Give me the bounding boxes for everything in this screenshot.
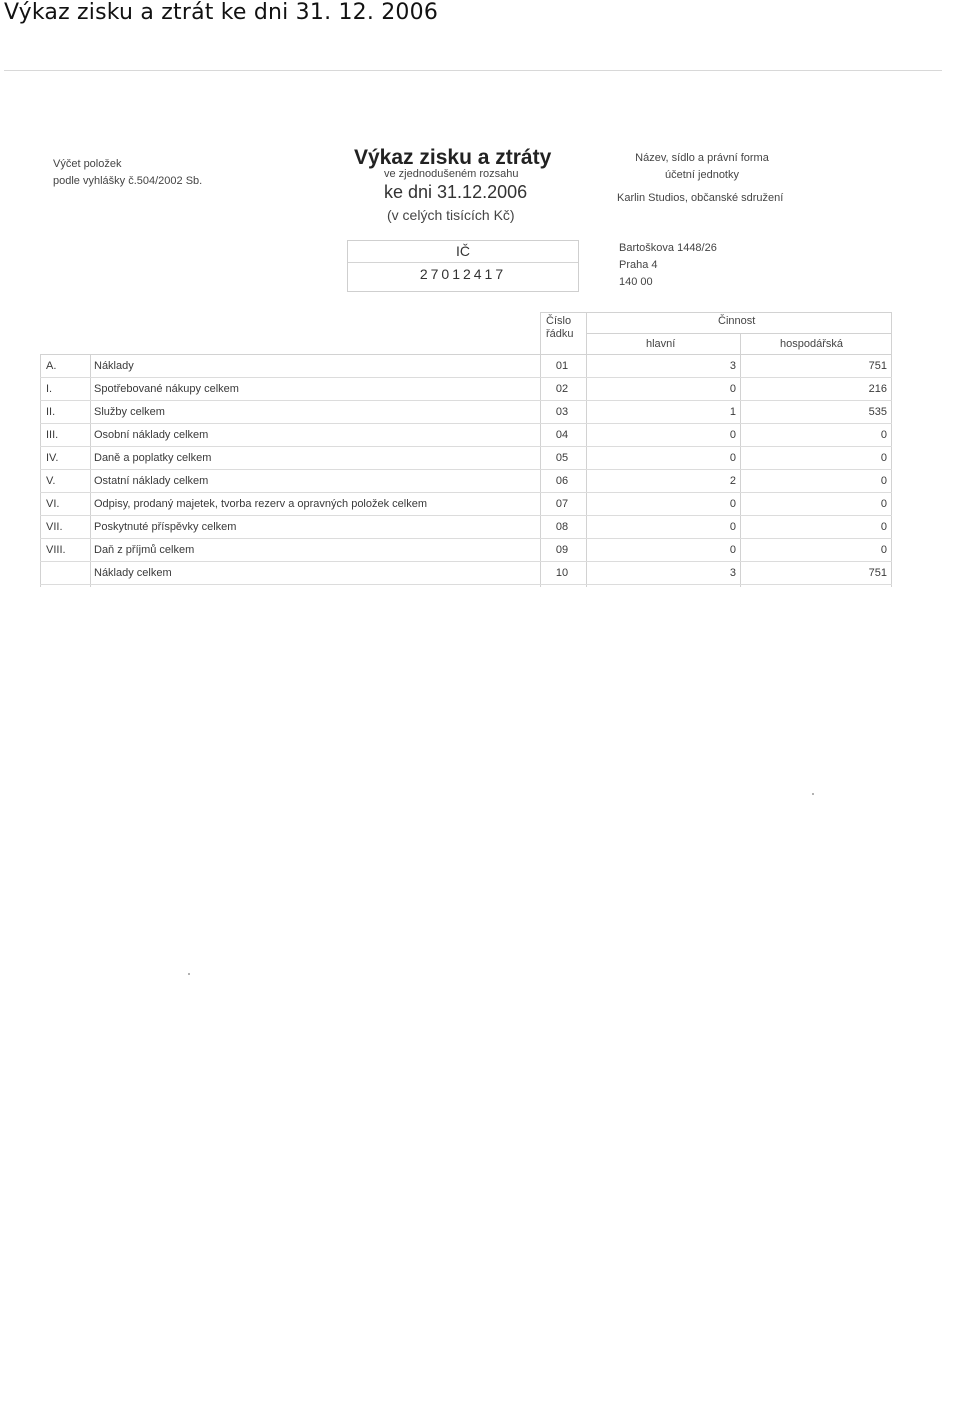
ic-value: 27012417 (419, 266, 507, 282)
scan-speck (188, 973, 190, 975)
row-name: Odpisy, prodaný majetek, tvorba rezerv a opravných položek celkem (94, 498, 428, 510)
row-name: Poskytnuté příspěvky celkem (94, 521, 237, 533)
header-row-number-line2: řádku (546, 328, 574, 340)
row-number: 09 (555, 544, 569, 556)
row-number: 01 (555, 360, 569, 372)
row-economic-value: 0 (880, 498, 887, 510)
row-section: IV. (46, 452, 59, 464)
entity-label-line2: účetní jednotky (665, 169, 739, 181)
header-main: hlavní (646, 338, 676, 350)
ic-box (347, 240, 579, 292)
form-title: Výkaz zisku a ztráty (354, 146, 552, 169)
row-economic-value: 751 (868, 360, 887, 372)
address-street: Bartoškova 1448/26 (619, 242, 717, 254)
row-section: A. (46, 360, 57, 372)
row-main-value: 3 (729, 567, 736, 579)
table-row (40, 355, 892, 378)
row-main-value: 0 (729, 452, 736, 464)
table-row (40, 470, 892, 493)
header-row-number-line1: Číslo (546, 315, 572, 327)
form-scope: ve zjednodušeném rozsahu (384, 168, 519, 180)
row-main-value: 0 (729, 498, 736, 510)
row-main-value: 0 (729, 544, 736, 556)
row-section: II. (46, 406, 56, 418)
address-zip: 140 00 (619, 276, 653, 288)
scan-speck (812, 793, 814, 795)
row-main-value: 0 (729, 383, 736, 395)
row-main-value: 0 (729, 521, 736, 533)
row-number: 07 (555, 498, 569, 510)
row-economic-value: 0 (880, 452, 887, 464)
header-activity: Činnost (718, 315, 756, 327)
table-row (40, 516, 892, 539)
entity-address (619, 240, 717, 291)
header-economic: hospodářská (780, 338, 843, 350)
row-number: 03 (555, 406, 569, 418)
table-row (40, 401, 892, 424)
row-name: Ostatní náklady celkem (94, 475, 209, 487)
table-row (40, 378, 892, 401)
ic-label: IČ (456, 243, 470, 259)
row-name: Daň z příjmů celkem (94, 544, 195, 556)
legal-basis-line2: podle vyhlášky č.504/2002 Sb. (53, 175, 203, 187)
row-section: VII. (46, 521, 63, 533)
row-number: 04 (555, 429, 569, 441)
page-heading: Výkaz zisku a ztrát ke dni 31. 12. 2006 (4, 0, 439, 25)
row-economic-value: 535 (868, 406, 887, 418)
table-row (40, 493, 892, 516)
row-section: VIII. (46, 544, 66, 556)
form-date: ke dni 31.12.2006 (384, 182, 528, 202)
row-main-value: 0 (729, 429, 736, 441)
entity-name: Karlin Studios, občanské sdružení (617, 192, 784, 204)
row-main-value: 1 (729, 406, 736, 418)
legal-basis-line1: Výčet položek (53, 158, 122, 170)
row-number: 08 (555, 521, 569, 533)
header-mid-line (586, 333, 892, 334)
row-main-value: 3 (729, 360, 736, 372)
entity-label-line1: Název, sídlo a právní forma (635, 152, 769, 164)
row-name: Služby celkem (94, 406, 165, 418)
table-row (40, 447, 892, 470)
row-divider (40, 584, 892, 585)
row-economic-value: 751 (868, 567, 887, 579)
row-economic-value: 0 (880, 521, 887, 533)
row-main-value: 2 (729, 475, 736, 487)
row-number: 06 (555, 475, 569, 487)
form-units: (v celých tisících Kč) (387, 207, 515, 223)
header-row-number (546, 315, 574, 341)
row-section: VI. (46, 498, 60, 510)
row-economic-value: 0 (880, 475, 887, 487)
header-top-line (540, 312, 892, 313)
row-name: Spotřebované nákupy celkem (94, 383, 239, 395)
entity-info (617, 150, 817, 207)
row-name: Osobní náklady celkem (94, 429, 209, 441)
row-name: Daně a poplatky celkem (94, 452, 212, 464)
row-name: Náklady celkem (94, 567, 172, 579)
row-section: III. (46, 429, 59, 441)
row-economic-value: 216 (868, 383, 887, 395)
table-row-total (40, 562, 892, 585)
row-name: Náklady (94, 360, 134, 372)
row-number: 05 (555, 452, 569, 464)
ic-box-divider (348, 262, 578, 263)
row-number: 02 (555, 383, 569, 395)
table-row (40, 539, 892, 562)
row-section: I. (46, 383, 53, 395)
address-city: Praha 4 (619, 259, 658, 271)
table-row (40, 424, 892, 447)
row-economic-value: 0 (880, 429, 887, 441)
row-section: V. (46, 475, 56, 487)
legal-basis (53, 156, 202, 190)
row-economic-value: 0 (880, 544, 887, 556)
row-number: 10 (555, 567, 569, 579)
